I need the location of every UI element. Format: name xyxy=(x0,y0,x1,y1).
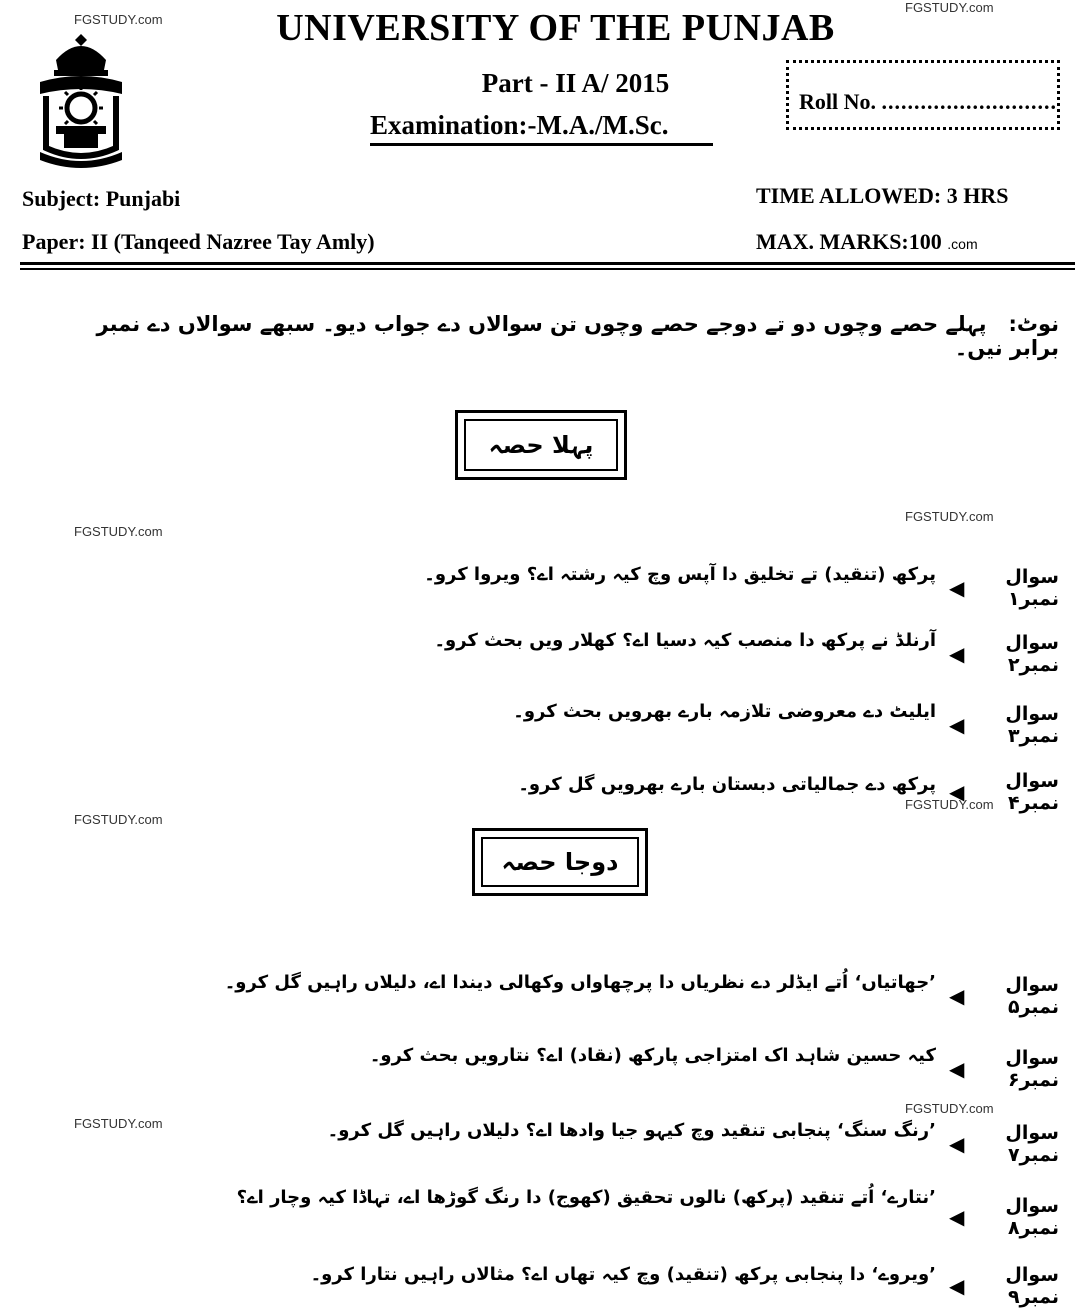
watermark: FGSTUDY.com xyxy=(74,1116,163,1131)
note-text: پہلے حصے وچوں دو تے دوجے حصے وچوں تن سوالاں دے جواب دیو۔ سبھے سوالاں دے نمبر برابر نیں۔ xyxy=(96,312,1059,360)
note-label: نوٹ: xyxy=(1008,312,1059,336)
time-allowed: TIME ALLOWED: 3 HRS xyxy=(756,183,1009,208)
subject-label: Subject: Punjabi xyxy=(22,186,181,211)
header-divider xyxy=(20,268,1075,270)
section-heading-box xyxy=(455,410,627,480)
instructions-note xyxy=(59,312,1059,360)
question-label: سوال نمبر۹ ◀ xyxy=(949,1264,1059,1308)
roll-number-box[interactable] xyxy=(786,60,1060,130)
max-marks-value: MAX. MARKS:100 xyxy=(756,229,942,254)
question-text: ’رنگ سنگ‘ پنجابی تنقید وچ کیہو جیا وادھا اے؟ دلیلاں راہیں گل کرو۔ xyxy=(327,1120,936,1141)
question-label: سوال نمبر۲ ◀ xyxy=(949,632,1059,676)
section-heading: پہلا حصہ xyxy=(488,431,594,459)
question-text: ’جھاتیاں‘ اُتے ایڈلر دے نظریاں دا پرچھاواں وکھالی دیندا اے، دلیلاں راہیں گل کرو۔ xyxy=(224,972,936,993)
header-divider xyxy=(20,262,1075,265)
paper-label: Paper: II (Tanqeed Nazree Tay Amly) xyxy=(22,229,375,254)
examination-label: Examination:-M.A./M.Sc. xyxy=(370,110,669,140)
question-label: سوال نمبر۸ ◀ xyxy=(949,1195,1059,1239)
question-label: سوال نمبر۶ ◀ xyxy=(949,1047,1059,1091)
roll-number-label: Roll No. xyxy=(799,89,882,114)
question-label: سوال نمبر۴ ◀ xyxy=(949,770,1059,814)
watermark: FGSTUDY.com xyxy=(905,509,994,524)
question-text: کیہ حسین شاہد اک امتزاجی پارکھ (نقاد) اے؟ نتارویں بحث کرو۔ xyxy=(369,1045,936,1066)
exam-part-year: Part - II A/ 2015 xyxy=(481,68,670,98)
question-label: سوال نمبر۵ ◀ xyxy=(949,974,1059,1018)
watermark: FGSTUDY.com xyxy=(905,0,994,15)
question-label: سوال نمبر۷ ◀ xyxy=(949,1122,1059,1166)
university-title: UNIVERSITY OF THE PUNJAB xyxy=(276,7,835,49)
examination-underline xyxy=(370,143,713,146)
question-label: سوال نمبر۳ ◀ xyxy=(949,703,1059,747)
section-heading-box xyxy=(472,828,648,896)
question-text: ’ویروے‘ دا پنجابی پرکھ (تنقید) وچ کیہ تھاں اے؟ مثالاں راہیں نتارا کرو۔ xyxy=(310,1264,936,1285)
max-marks xyxy=(756,229,978,255)
watermark: FGSTUDY.com xyxy=(74,524,163,539)
question-text: آرنلڈ نے پرکھ دا منصب کیہ دسیا اے؟ کھلار ویں بحث کرو۔ xyxy=(434,630,936,651)
watermark: FGSTUDY.com xyxy=(905,797,994,812)
question-text: پرکھ دے جمالیاتی دبستان بارے بھرویں گل کرو۔ xyxy=(518,774,936,795)
question-text: پرکھ (تنقید) تے تخلیق دا آپس وچ کیہ رشتہ اے؟ ویروا کرو۔ xyxy=(424,564,936,585)
max-marks-suffix: .com xyxy=(947,236,978,252)
watermark: FGSTUDY.com xyxy=(74,812,163,827)
watermark: FGSTUDY.com xyxy=(905,1101,994,1116)
watermark: FGSTUDY.com xyxy=(74,12,163,27)
university-crest-icon xyxy=(26,30,136,170)
section-heading: دوجا حصہ xyxy=(501,848,619,876)
roll-number-dots: ........................... xyxy=(881,89,1057,114)
question-text: ’نتارے‘ اُتے تنقید (پرکھ) نالوں تحقیق (کھوج) دا رنگ گوڑھا اے، تہاڈا کیہ وچار اے؟ xyxy=(236,1187,936,1208)
question-text: ایلیٹ دے معروضی تلازمہ بارے بھرویں بحث کرو۔ xyxy=(513,701,936,722)
question-label: سوال نمبر۱ ◀ xyxy=(949,566,1059,610)
